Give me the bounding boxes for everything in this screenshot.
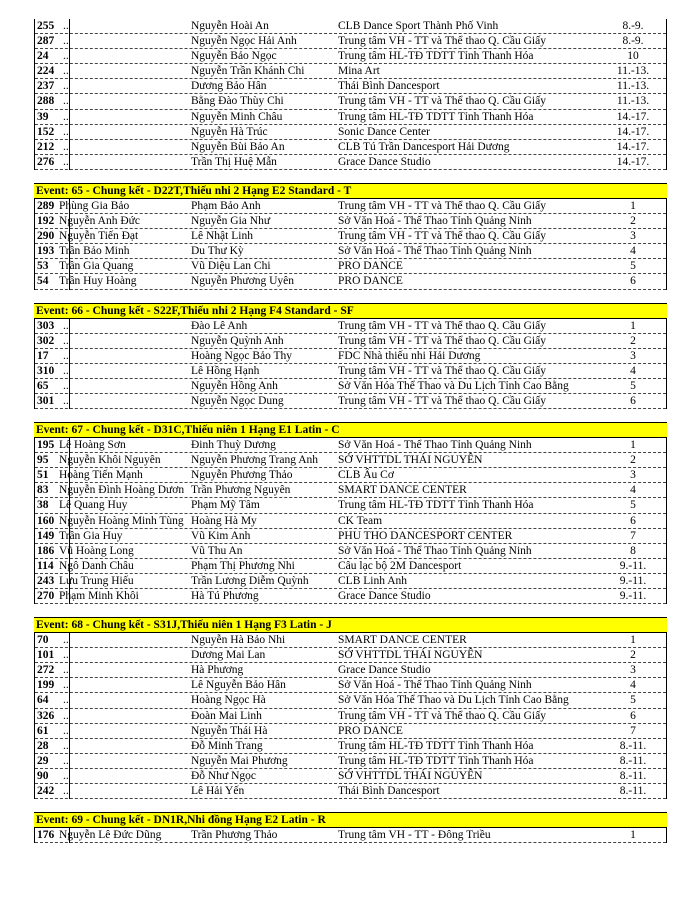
leader-name: ..	[63, 50, 69, 63]
leader-name: ..	[63, 754, 69, 767]
leader-name: ..	[63, 95, 69, 108]
partner-name: Nguyễn Ngọc Hải Anh	[191, 35, 297, 48]
couple-number: 224	[37, 65, 55, 78]
placement: 14.-17.	[616, 140, 650, 153]
placement: 8.-9.	[622, 20, 644, 32]
club-name: SMART DANCE CENTER	[338, 634, 467, 647]
club-name: CLB Âu Cơ	[338, 469, 394, 482]
event-header	[34, 183, 667, 199]
table-row	[35, 214, 666, 229]
table-row	[35, 739, 666, 754]
event-header	[34, 812, 667, 828]
couple-number: 152	[37, 125, 55, 138]
table-row	[35, 453, 666, 468]
continued-results	[0, 0, 700, 170]
club-name: Sonic Dance Center	[338, 125, 430, 138]
club-name: PRO DANCE	[338, 724, 403, 737]
leader-name: ..	[63, 110, 69, 123]
partner-name: Nguyễn Ngọc Dung	[191, 394, 284, 407]
club-name: Câu lạc bộ 2M Dancesport	[338, 559, 462, 572]
event-title: Event: 66 - Chung kết - S22F,Thiếu nhi 2 Hạng F4 Standard - SF	[36, 304, 354, 317]
partner-name: Hoàng Hà My	[191, 514, 257, 527]
club-name: FDC Nhà thiếu nhi Hải Dương	[338, 349, 481, 362]
partner-name: Du Thư Kỳ	[191, 245, 244, 258]
club-name: SỞ VHTTDL THÁI NGUYÊN	[338, 649, 483, 662]
couple-number: 83	[37, 484, 49, 497]
table-row	[35, 364, 666, 379]
couple-number: 288	[37, 95, 55, 108]
section-gap	[0, 409, 700, 422]
leader-name: ..	[63, 155, 69, 168]
section-gap	[0, 799, 700, 812]
table-row	[35, 34, 666, 49]
leader-name: ..	[63, 694, 69, 707]
partner-name: Đoàn Mai Linh	[191, 709, 262, 722]
section-gap	[0, 290, 700, 303]
placement: 9.-11.	[619, 590, 647, 602]
leader-name: Trần Gia Quang	[59, 260, 134, 273]
table-row	[35, 64, 666, 79]
club-name: SMART DANCE CENTER	[338, 484, 467, 497]
club-name: Trung tâm HL-TĐ TDTT Tỉnh Thanh Hóa	[338, 499, 534, 512]
section-gap	[0, 604, 700, 617]
partner-name: Phạm Bảo Anh	[191, 199, 261, 212]
club-name: Trung tâm VH - TT và Thể thao Q. Cầu Giấy	[338, 334, 546, 347]
couple-number: 212	[37, 140, 55, 153]
leader-name: ..	[63, 769, 69, 782]
placement: 2	[630, 334, 636, 347]
couple-number: 51	[37, 469, 49, 482]
placement: 9.-11.	[619, 559, 647, 572]
table-row	[35, 468, 666, 483]
couple-number: 160	[37, 514, 55, 527]
partner-name: Nguyễn Hà Trúc	[191, 125, 268, 138]
club-name: Grace Dance Studio	[338, 155, 431, 168]
club-name: Trung tâm VH - TT và Thể thao Q. Cầu Giấy	[338, 35, 546, 48]
club-name: Grace Dance Studio	[338, 664, 431, 677]
table-row	[35, 559, 666, 574]
leader-name: Lê Hoàng Sơn	[59, 439, 126, 452]
partner-name: Lê Nguyễn Bảo Hân	[191, 679, 286, 692]
couple-number: 39	[37, 110, 49, 123]
partner-name: Nguyễn Bùi Bảo An	[191, 140, 285, 153]
couple-number: 199	[37, 679, 55, 692]
table-row	[35, 394, 666, 409]
leader-name: Lê Quang Huy	[59, 499, 128, 512]
leader-name: ..	[63, 349, 69, 362]
partner-name: Hoàng Ngọc Bảo Thy	[191, 349, 293, 362]
event-title: Event: 69 - Chung kết - DN1R,Nhi đồng Hạng E2 Latin - R	[36, 814, 326, 827]
table-row	[35, 724, 666, 739]
table-row	[35, 140, 666, 155]
leader-name: Nguyễn Lê Đức Dũng	[59, 829, 162, 842]
placement: 5	[630, 694, 636, 707]
couple-number: 276	[37, 155, 55, 168]
table-row	[35, 769, 666, 784]
result-rows	[34, 199, 667, 290]
partner-name: Nguyễn Phương Thảo	[191, 469, 293, 482]
leader-name: ..	[63, 125, 69, 138]
leader-name: ..	[63, 379, 69, 392]
partner-name: Lê Hồng Hạnh	[191, 364, 260, 377]
partner-name: Nguyễn Hà Bảo Nhi	[191, 634, 286, 647]
placement: 2	[630, 454, 636, 467]
partner-name: Nguyễn Bảo Ngọc	[191, 50, 277, 63]
placement: 14.-17.	[616, 125, 650, 138]
leader-name: Nguyễn Tiến Đạt	[59, 230, 139, 243]
placement: 3	[630, 469, 636, 482]
event-header	[34, 617, 667, 633]
table-row	[35, 274, 666, 289]
leader-name: Lưu Trung Hiếu	[59, 574, 134, 587]
leader-name: Vũ Hoàng Long	[59, 544, 134, 557]
club-name: SỞ VHTTDL THÁI NGUYÊN	[338, 769, 483, 782]
couple-number: 101	[37, 649, 55, 662]
club-name: Thái Bình Dancesport	[338, 785, 440, 798]
table-row	[35, 633, 666, 648]
result-rows	[34, 319, 667, 410]
placement: 6	[630, 275, 636, 288]
couple-number: 255	[37, 20, 55, 32]
table-row	[35, 349, 666, 364]
partner-name: Vũ Diệu Lan Chi	[191, 260, 271, 273]
placement: 1	[630, 319, 636, 332]
club-name: Trung tâm VH - TT và Thể thao Q. Cầu Giấy	[338, 394, 546, 407]
table-row	[35, 693, 666, 708]
club-name: CK Team	[338, 514, 383, 527]
partner-name: Đinh Thuỳ Dương	[191, 439, 276, 452]
couple-number: 54	[37, 275, 49, 288]
leader-name: ..	[63, 140, 69, 153]
table-row	[35, 709, 666, 724]
partner-name: Lê Hải Yến	[191, 785, 245, 798]
partner-name: Đào Lê Anh	[191, 319, 248, 332]
table-row	[35, 244, 666, 259]
couple-number: 303	[37, 319, 55, 332]
couple-number: 290	[37, 230, 55, 243]
club-name: Sở Văn Hoá - Thể Thao Tỉnh Quảng Ninh	[338, 439, 532, 452]
event-title: Event: 68 - Chung kết - S31J,Thiếu niên 1 Hạng F3 Latin - J	[36, 619, 332, 632]
couple-number: 242	[37, 785, 55, 798]
partner-name: Nguyễn Minh Châu	[191, 110, 283, 123]
placement: 8.-11.	[619, 739, 647, 752]
event-title: Event: 67 - Chung kết - D31C,Thiếu niên 1 Hạng E1 Latin - C	[36, 424, 340, 437]
placement: 8.-9.	[622, 35, 644, 48]
partner-name: Hoàng Ngọc Hà	[191, 694, 266, 707]
placement: 3	[630, 664, 636, 677]
table-row	[35, 155, 666, 170]
partner-name: Nguyễn Hoài An	[191, 20, 269, 32]
table-row	[35, 589, 666, 604]
leader-name: ..	[63, 634, 69, 647]
club-name: Trung tâm VH - TT - Đông Triều	[338, 829, 491, 842]
placement: 1	[630, 439, 636, 452]
leader-name: Hoàng Tiến Mạnh	[59, 469, 143, 482]
table-row	[35, 199, 666, 214]
club-name: CLB Tú Trần Dancesport Hải Dương	[338, 140, 510, 153]
couple-number: 29	[37, 754, 49, 767]
table-row	[35, 784, 666, 799]
club-name: Trung tâm HL-TĐ TDTT Tỉnh Thanh Hóa	[338, 739, 534, 752]
placement: 8.-11.	[619, 769, 647, 782]
leader-name: ..	[63, 65, 69, 78]
partner-name: Trần Thị Huệ Mẫn	[191, 155, 277, 168]
partner-name: Phạm Mỹ Tâm	[191, 499, 260, 512]
placement: 6	[630, 709, 636, 722]
leader-name: Nguyễn Anh Đức	[59, 215, 140, 228]
partner-name: Vũ Thu An	[191, 544, 243, 557]
placement: 6	[630, 394, 636, 407]
leader-name: ..	[63, 80, 69, 93]
table-row	[35, 498, 666, 513]
placement: 4	[630, 679, 636, 692]
leader-name: ..	[63, 724, 69, 737]
placement: 8.-11.	[619, 754, 647, 767]
couple-number: 95	[37, 454, 49, 467]
leader-name: ..	[63, 739, 69, 752]
placement: 5	[630, 260, 636, 273]
leader-name: Phạm Minh Khôi	[59, 590, 139, 602]
table-row	[35, 334, 666, 349]
partner-name: Đỗ Như Ngọc	[191, 769, 257, 782]
couple-number: 301	[37, 394, 55, 407]
partner-name: Hà Phương	[191, 664, 244, 677]
placement: 8.-11.	[619, 785, 647, 798]
club-name: Trung tâm VH - TT và Thể thao Q. Cầu Giấy	[338, 230, 546, 243]
partner-name: Nguyễn Quỳnh Anh	[191, 334, 284, 347]
couple-number: 114	[37, 559, 54, 572]
couple-number: 302	[37, 334, 55, 347]
club-name: Sở Văn Hoá - Thể Thao Tỉnh Quảng Ninh	[338, 544, 532, 557]
placement: 6	[630, 514, 636, 527]
partner-name: Trần Phương Nguyên	[191, 484, 291, 497]
placement: 7	[630, 529, 636, 542]
couple-number: 149	[37, 529, 55, 542]
partner-name: Nguyễn Phương Trang Anh	[191, 454, 319, 467]
club-name: CLB Dance Sport Thành Phố Vinh	[338, 20, 499, 32]
table-row	[35, 259, 666, 274]
leader-name: Trần Gia Huy	[59, 529, 123, 542]
placement: 2	[630, 215, 636, 228]
couple-number: 310	[37, 364, 55, 377]
partner-name: Trần Lương Diễm Quỳnh	[191, 574, 309, 587]
couple-number: 195	[37, 439, 55, 452]
leader-name: ..	[63, 20, 69, 32]
leader-name: ..	[63, 664, 69, 677]
placement: 8	[630, 544, 636, 557]
couple-number: 193	[37, 245, 55, 258]
couple-number: 326	[37, 709, 55, 722]
partner-name: Dương Mai Lan	[191, 649, 266, 662]
placement: 1	[630, 199, 636, 212]
leader-name: ..	[63, 785, 69, 798]
club-name: PHU THO DANCESPORT CENTER	[338, 529, 513, 542]
leader-name: ..	[63, 709, 69, 722]
club-name: Trung tâm HL-TĐ TDTT Tỉnh Thanh Hóa	[338, 50, 534, 63]
placement: 4	[630, 245, 636, 258]
club-name: Trung tâm VH - TT và Thể thao Q. Cầu Giấy	[338, 199, 546, 212]
table-row	[35, 229, 666, 244]
table-row	[35, 438, 666, 453]
placement: 14.-17.	[616, 155, 650, 168]
table-row	[35, 19, 666, 34]
table-row	[35, 828, 666, 843]
couple-number: 17	[37, 349, 49, 362]
couple-number: 272	[37, 664, 55, 677]
partner-name: Vũ Kim Anh	[191, 529, 251, 542]
couple-number: 289	[37, 199, 55, 212]
leader-name: ..	[63, 319, 69, 332]
couple-number: 270	[37, 590, 55, 602]
club-name: Trung tâm VH - TT và Thể thao Q. Cầu Giấy	[338, 95, 546, 108]
table-row	[35, 379, 666, 394]
placement: 5	[630, 379, 636, 392]
leader-name: ..	[63, 649, 69, 662]
event-header	[34, 303, 667, 319]
table-row	[35, 319, 666, 334]
couple-number: 186	[37, 544, 55, 557]
leader-name: Nguyễn Đình Hoàng Dươn	[59, 484, 185, 497]
couple-number: 192	[37, 215, 55, 228]
leader-name: Trần Bảo Minh	[59, 245, 130, 258]
leader-name: Trần Huy Hoàng	[59, 275, 137, 288]
partner-name: Dương Bảo Hân	[191, 80, 267, 93]
couple-number: 176	[37, 829, 55, 842]
placement: 3	[630, 349, 636, 362]
club-name: Grace Dance Studio	[338, 590, 431, 602]
leader-name: Nguyễn Hoàng Minh Tùng	[59, 514, 184, 527]
club-name: Sở Văn Hóa Thể Thao và Du Lịch Tỉnh Cao Bằng	[338, 379, 569, 392]
club-name: PRO DANCE	[338, 260, 403, 273]
partner-name: Lê Nhật Linh	[191, 230, 253, 243]
result-rows	[34, 438, 667, 604]
placement: 9.-11.	[619, 574, 647, 587]
placement: 4	[630, 364, 636, 377]
placement: 11.-13.	[616, 80, 650, 93]
couple-number: 243	[37, 574, 55, 587]
club-name: CLB Linh Anh	[338, 574, 408, 587]
partner-name: Phạm Thị Phương Nhi	[191, 559, 295, 572]
placement: 2	[630, 649, 636, 662]
club-name: Sở Văn Hoá - Thể Thao Tỉnh Quảng Ninh	[338, 679, 532, 692]
placement: 1	[630, 634, 636, 647]
leader-name: ..	[63, 364, 69, 377]
leader-name: ..	[63, 394, 69, 407]
placement: 11.-13.	[616, 65, 650, 78]
club-name: Thái Bình Dancesport	[338, 80, 440, 93]
table-row	[35, 514, 666, 529]
leader-name: ..	[63, 35, 69, 48]
couple-number: 28	[37, 739, 49, 752]
couple-number: 24	[37, 50, 49, 63]
couple-number: 287	[37, 35, 55, 48]
club-name: PRO DANCE	[338, 275, 403, 288]
partner-name: Bằng Đào Thùy Chi	[191, 95, 284, 108]
partner-name: Đỗ Minh Trang	[191, 739, 263, 752]
placement: 7	[630, 724, 636, 737]
table-row	[35, 79, 666, 94]
placement: 5	[630, 499, 636, 512]
table-row	[35, 49, 666, 64]
table-row	[35, 110, 666, 125]
partner-name: Trần Phương Thảo	[191, 829, 278, 842]
placement: 3	[630, 230, 636, 243]
event-header	[34, 422, 667, 438]
table-row	[35, 94, 666, 109]
club-name: Trung tâm HL-TĐ TDTT Tỉnh Thanh Hóa	[338, 754, 534, 767]
partner-name: Nguyễn Trần Khánh Chi	[191, 65, 305, 78]
table-row	[35, 678, 666, 693]
result-rows	[34, 633, 667, 799]
leader-name: Phùng Gia Bảo	[59, 199, 130, 212]
couple-number: 70	[37, 634, 49, 647]
couple-number: 237	[37, 80, 55, 93]
table-row	[35, 663, 666, 678]
partner-name: Hà Tú Phương	[191, 590, 259, 602]
table-row	[35, 648, 666, 663]
couple-number: 64	[37, 694, 49, 707]
partner-name: Nguyễn Phương Uyên	[191, 275, 295, 288]
placement: 10	[627, 50, 639, 63]
couple-number: 65	[37, 379, 49, 392]
table-row	[35, 529, 666, 544]
partner-name: Nguyễn Mai Phương	[191, 754, 288, 767]
club-name: SỞ VHTTDL THÁI NGUYÊN	[338, 454, 483, 467]
table-row	[35, 125, 666, 140]
placement: 1	[630, 829, 636, 842]
event-title: Event: 65 - Chung kết - D22T,Thiếu nhi 2 Hạng E2 Standard - T	[36, 184, 352, 197]
couple-number: 38	[37, 499, 49, 512]
table-row	[35, 574, 666, 589]
result-rows	[34, 828, 667, 843]
partner-name: Nguyễn Hồng Anh	[191, 379, 278, 392]
leader-name: Ngô Danh Châu	[59, 559, 134, 572]
placement: 11.-13.	[616, 95, 650, 108]
leader-name: Nguyễn Khôi Nguyên	[59, 454, 161, 467]
club-name: Trung tâm VH - TT và Thể thao Q. Cầu Giấy	[338, 709, 546, 722]
leader-name: ..	[63, 334, 69, 347]
club-name: Sở Văn Hóa Thể Thao và Du Lịch Tỉnh Cao Bằng	[338, 694, 569, 707]
club-name: Trung tâm VH - TT và Thể thao Q. Cầu Giấy	[338, 364, 546, 377]
section-gap	[0, 170, 700, 183]
club-name: Trung tâm HL-TĐ TDTT Tỉnh Thanh Hóa	[338, 110, 534, 123]
club-name: Trung tâm VH - TT và Thể thao Q. Cầu Giấy	[338, 319, 546, 332]
club-name: Mina Art	[338, 65, 380, 78]
club-name: Sở Văn Hoá - Thể Thao Tỉnh Quảng Ninh	[338, 215, 532, 228]
result-rows	[34, 19, 667, 170]
club-name: Sở Văn Hoá - Thể Thao Tỉnh Quảng Ninh	[338, 245, 532, 258]
placement: 4	[630, 484, 636, 497]
couple-number: 90	[37, 769, 49, 782]
couple-number: 61	[37, 724, 49, 737]
couple-number: 53	[37, 260, 49, 273]
partner-name: Nguyễn Thái Hà	[191, 724, 268, 737]
placement: 14.-17.	[616, 110, 650, 123]
table-row	[35, 544, 666, 559]
leader-name: ..	[63, 679, 69, 692]
table-row	[35, 754, 666, 769]
partner-name: Nguyễn Gia Như	[191, 215, 271, 228]
table-row	[35, 483, 666, 498]
